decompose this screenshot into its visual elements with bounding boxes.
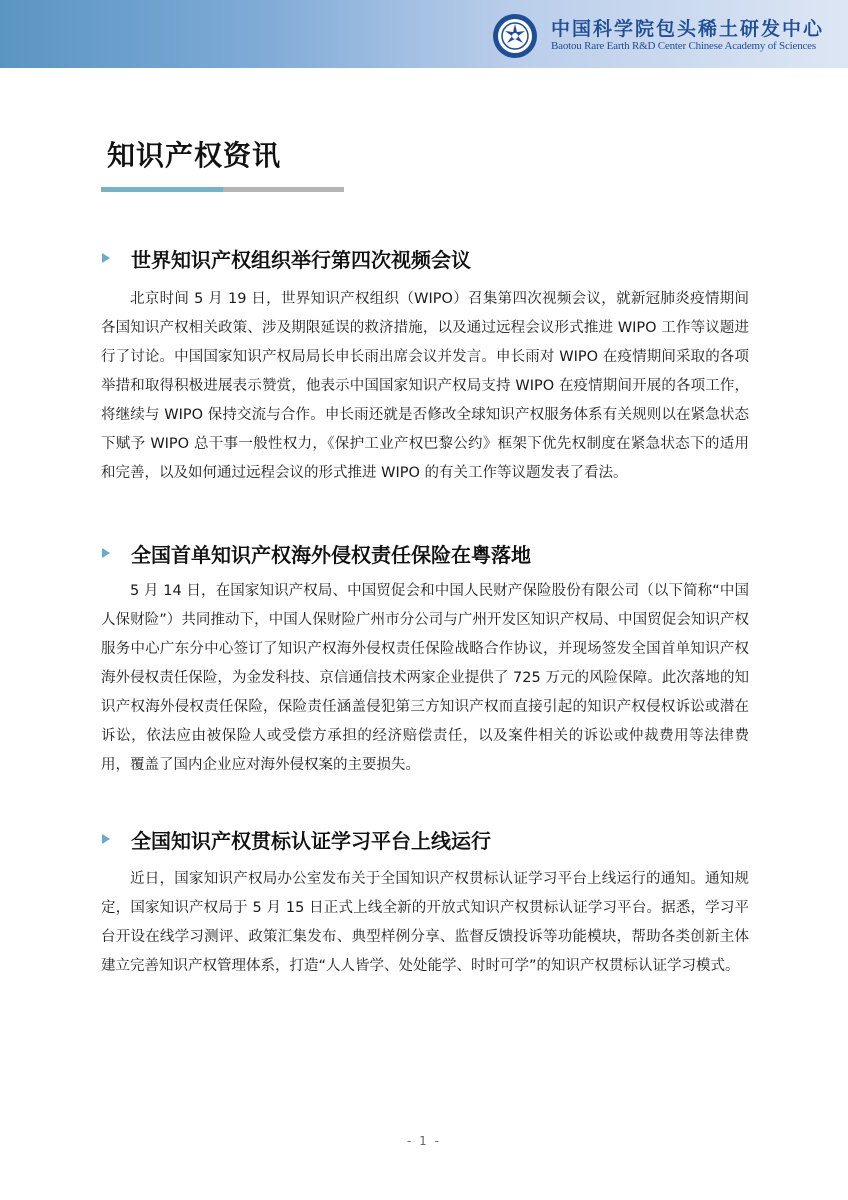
section-body: 北京时间 5 月 19 日，世界知识产权组织（WIPO）召集第四次视频会议，就新冠肺炎疫情期间各国知识产权相关政策、涉及期限延误的救济措施，以及通过远程会议形式推进 WIPO 工作等议题进行了讨论。中国国家知识产权局局长申长雨出席会议并发言。申长雨对 WIPO 在疫情期间采取的各项举措和取得积极进展表示赞赏，他表示中国国家知识产权局支持 WIPO 在疫情期间开展的各项工作，将继续与 WIPO 保持交流与合作。申长雨还就是否修改全球知识产权服务体系有关规则以在紧急状态下赋予 WIPO 总干事一般性权力，《保护工业产权巴黎公约》框架下优先权制度在紧急状态下的适用和完善，以及如何通过远程会议的形式推进 WIPO 的有关工作等议题发表了看法。	[101, 291, 749, 481]
triangle-bullet-icon	[102, 253, 110, 263]
section-body: 5 月 14 日，在国家知识产权局、中国贸促会和中国人民财产保险股份有限公司（以下简称“中国人保财险”）共同推动下，中国人保财险广州市分公司与广州开发区知识产权局、中国贸促会知识产权服务中心广东分中心签订了知识产权海外侵权责任保险战略合作协议，并现场签发全国首单知识产权海外侵权责任保险，为金发科技、京信通信技术两家企业提供了 725 万元的风险保障。此次落地的知识产权海外侵权责任保险，保险责任涵盖侵犯第三方知识产权而直接引起的知识产权侵权诉讼或潜在诉讼，依法应由被保险人或受偿方承担的经济赔偿责任，以及案件相关的诉讼或仲裁费用等法律费用，覆盖了国内企业应对海外侵权案的主要损失。	[101, 583, 749, 773]
section-body: 近日，国家知识产权局办公室发布关于全国知识产权贯标认证学习平台上线运行的通知。通知规定，国家知识产权局于 5 月 15 日正式上线全新的开放式知识产权贯标认证学习平台。据悉，学习平台开设在线学习测评、政策汇集发布、典型样例分享、监督反馈投诉等功能模块，帮助各类创新主体建立完善知识产权管理体系，打造“人人皆学、处处能学、时时可学”的知识产权贯标认证学习模式。	[101, 871, 749, 974]
triangle-bullet-icon	[102, 548, 110, 558]
org-name-english: Baotou Rare Earth R&D Center Chinese Academy of Sciences	[551, 40, 816, 52]
cas-emblem-icon	[492, 13, 538, 59]
page-number: - 1 -	[407, 1134, 441, 1148]
title-underline-gray	[223, 187, 344, 192]
org-name-chinese: 中国科学院包头稀土研发中心	[551, 18, 825, 40]
page-title: 知识产权资讯	[107, 139, 282, 172]
section-heading: 全国首单知识产权海外侵权责任保险在粤落地	[131, 543, 531, 567]
title-underline-teal	[101, 187, 223, 192]
section-heading: 全国知识产权贯标认证学习平台上线运行	[131, 829, 491, 853]
section-heading: 世界知识产权组织举行第四次视频会议	[131, 248, 471, 272]
triangle-bullet-icon	[102, 834, 110, 844]
